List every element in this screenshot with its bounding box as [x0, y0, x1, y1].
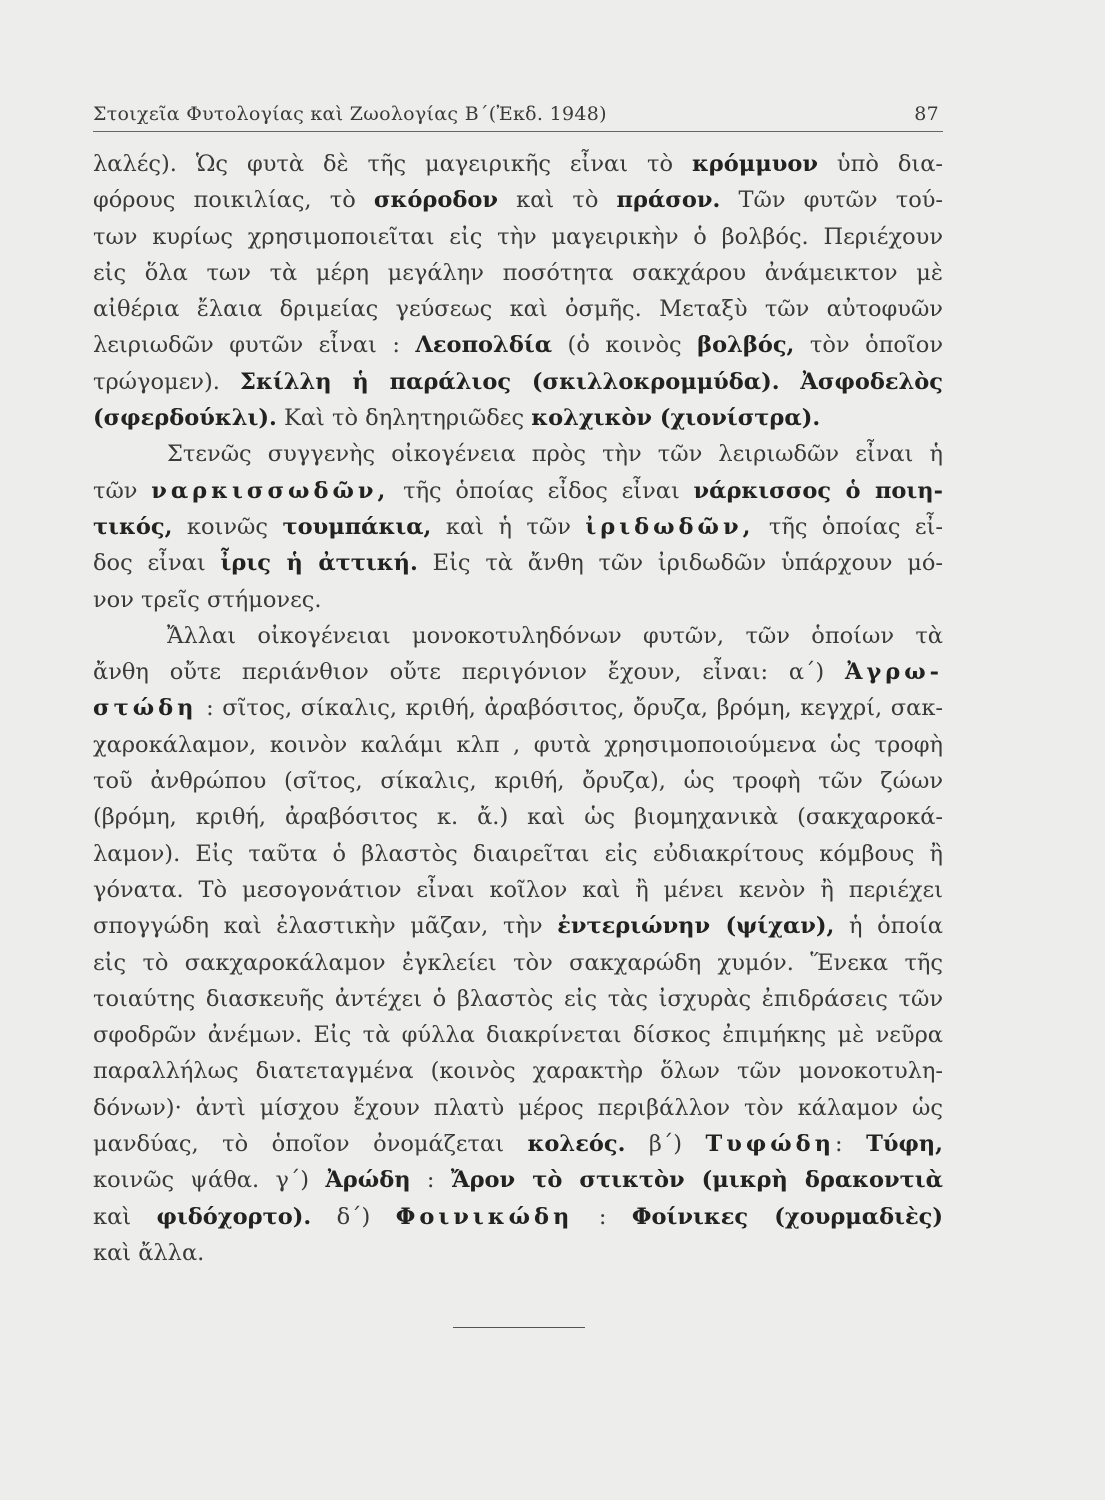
text-run: καὶ ἡ τῶν — [431, 513, 586, 540]
emphasized-term: Τύφη, — [866, 1131, 943, 1158]
text-line — [93, 182, 943, 218]
emphasized-term: Σκίλλη ἡ παράλιος (σκιλλοκρομμύδα). Ἀσφοδελὸς — [240, 368, 943, 395]
text-line — [93, 690, 943, 726]
emphasized-term: ἰριδωδῶν, — [585, 513, 755, 540]
text-line — [93, 727, 943, 763]
text-run: β΄) — [625, 1131, 706, 1158]
page-number: 87 — [914, 103, 939, 125]
section-rule — [453, 1327, 585, 1328]
text-run: τοῦ ἀνθρώπου (σῖτος, σίκαλις, κριθή, ὄρυζα), ὡς τροφὴ τῶν ζώων — [93, 768, 943, 795]
text-run: τρώγομεν). — [93, 368, 241, 395]
text-run: τῆς ὁποίας εἶ- — [754, 513, 943, 540]
running-head-title: Στοιχεῖα Φυτολογίας καὶ Ζωολογίας Β΄(Ἐκδ. 1948) — [93, 103, 607, 125]
text-run: ἡ ὁποία — [834, 913, 943, 940]
text-line — [93, 908, 943, 944]
emphasized-term: βολβός, — [697, 332, 795, 359]
text-run: (βρόμη, κριθή, ἀραβόσιτος κ. ἄ.) καὶ ὡς βιομηχανικὰ (σακχαροκά- — [93, 804, 943, 831]
text-line — [93, 291, 943, 327]
text-run: λαμον). Εἰς ταῦτα ὁ βλαστὸς διαιρεῖται εἰς εὐδιακρίτους κόμβους ἢ — [93, 840, 943, 867]
text-run: Καὶ τὸ δηλητηριῶδες — [276, 405, 532, 432]
text-line — [93, 473, 943, 509]
text-run: Εἰς τὰ ἄνθη τῶν ἰριδωδῶν ὑπάρχουν μό- — [417, 550, 943, 577]
text-run: δ΄) — [311, 1203, 396, 1230]
emphasized-term: Ἀγρω- — [844, 659, 943, 686]
emphasized-term: κολχικὸν (χιονίστρα). — [531, 405, 821, 432]
text-run: ἄνθη οὔτε περιάνθιον οὔτε περιγόνιον ἔχουν, εἶναι: α΄) — [93, 659, 845, 686]
text-run: καὶ τὸ — [497, 187, 617, 214]
text-run: : — [573, 1203, 632, 1230]
emphasized-term: κολεός. — [527, 1131, 626, 1158]
text-run: αἰθέρια ἔλαια δριμείας γεύσεως καὶ ὀσμῆς. Μεταξὺ τῶν αὐτοφυῶν — [93, 296, 943, 323]
emphasized-term: ναρκισσωδῶν, — [151, 477, 390, 504]
text-run: χαροκάλαμον, κοινὸν καλάμι κλπ , φυτὰ χρησιμοποιούμενα ὡς τροφὴ — [93, 731, 943, 758]
text-line — [93, 1126, 943, 1162]
emphasized-term: φιδόχορτο). — [156, 1203, 312, 1230]
emphasized-term: Τυφώδη — [705, 1131, 835, 1158]
emphasized-term: στώδη — [93, 695, 198, 722]
emphasized-term: Ἄρον τὸ στικτὸν (μικρὴ δρακοντιὰ — [450, 1167, 943, 1194]
emphasized-term: νάρκισσος ὁ ποιη- — [693, 477, 944, 504]
text-run: τῆς ὁποίας εἶδος εἶναι — [389, 477, 694, 504]
emphasized-term: τουμπάκια, — [282, 513, 432, 540]
text-line — [93, 545, 943, 581]
text-line — [93, 945, 943, 981]
text-run: νον τρεῖς στήμονες. — [93, 586, 322, 613]
text-line — [93, 981, 943, 1017]
running-head — [93, 101, 943, 132]
emphasized-term: Φοινικώδη — [395, 1203, 574, 1230]
text-line — [93, 1199, 943, 1235]
text-line — [93, 799, 943, 835]
text-run: : σῖτος, σίκαλις, κριθή, ἀραβόσιτος, ὄρυζα, βρόμη, κεγχρί, σακ- — [197, 695, 943, 722]
text-line — [93, 436, 943, 472]
text-run: σπογγώδη καὶ ἐλαστικὴν μᾶζαν, τὴν — [93, 913, 558, 940]
text-line — [93, 255, 943, 291]
text-line — [93, 1235, 943, 1271]
text-run: λειριωδῶν φυτῶν εἶναι : — [93, 332, 416, 359]
text-run: εἰς ὅλα των τὰ μέρη μεγάλην ποσότητα σακχάρου ἀνάμεικτον μὲ — [93, 259, 943, 286]
emphasized-term: (σφερδούκλι). — [93, 405, 277, 432]
text-run: : — [835, 1131, 867, 1158]
text-run: σφοδρῶν ἀνέμων. Εἰς τὰ φύλλα διακρίνεται δίσκος ἐπιμήκης μὲ νεῦρα — [93, 1022, 943, 1049]
emphasized-term: Λεοπολδία — [415, 332, 553, 359]
text-run: μανδύας, τὸ ὁποῖον ὀνομάζεται — [93, 1131, 528, 1158]
text-line — [93, 1162, 943, 1198]
text-line — [93, 1053, 943, 1089]
text-line — [93, 509, 943, 545]
text-run: δος εἶναι — [93, 550, 221, 577]
emphasized-term: Ἀρώδη — [325, 1167, 411, 1194]
text-run: παραλλήλως διατεταγμένα (κοινὸς χαρακτὴρ ὅλων τῶν μονοκοτυλη- — [93, 1058, 943, 1085]
text-line — [93, 618, 943, 654]
text-run: λαλές). Ὡς φυτὰ δὲ τῆς μαγειρικῆς εἶναι τὸ — [93, 151, 692, 177]
text-line — [93, 654, 943, 690]
text-line — [93, 836, 943, 872]
text-run: τοιαύτης διασκευῆς ἀντέχει ὁ βλαστὸς εἰς τὰς ἰσχυρὰς ἐπιδράσεις τῶν — [93, 985, 943, 1012]
text-run: εἰς τὸ σακχαροκάλαμον ἐγκλείει τὸν σακχαρώδη χυμόν. Ἕνεκα τῆς — [93, 949, 943, 976]
text-line — [93, 763, 943, 799]
emphasized-term: πράσον. — [616, 187, 721, 214]
text-run: δόνων)· ἀντὶ μίσχου ἔχουν πλατὺ μέρος περιβάλλον τὸν κάλαμον ὡς — [93, 1094, 943, 1121]
emphasized-term: Φοίνικες (χουρμαδιὲς) — [631, 1203, 943, 1230]
text-run: Ἄλλαι οἰκογένειαι μονοκοτυληδόνων φυτῶν, τῶν ὁποίων τὰ — [167, 622, 943, 649]
text-run: (ὁ κοινὸς — [552, 332, 698, 359]
text-line — [93, 219, 943, 255]
emphasized-term: ἶρις ἡ ἀττική. — [220, 550, 418, 577]
text-run: φόρους ποικιλίας, τὸ — [93, 187, 374, 214]
text-run: τὸν ὁποῖον — [794, 332, 943, 359]
text-line — [93, 1090, 943, 1126]
text-run: Τῶν φυτῶν τού- — [720, 187, 944, 214]
text-run: κοινῶς — [172, 513, 283, 540]
emphasized-term: ἐντεριώνην (ψίχαν), — [557, 913, 835, 940]
text-run: : — [410, 1167, 451, 1194]
emphasized-term: σκόροδον — [373, 187, 498, 214]
text-line — [93, 582, 943, 618]
text-run: των κυρίως χρησιμοποιεῖται εἰς τὴν μαγειρικὴν ὁ βολβός. Περιέχουν — [93, 223, 943, 250]
text-run: κοινῶς ψάθα. γ΄) — [93, 1167, 326, 1194]
text-run: Στενῶς συγγενὴς οἰκογένεια πρὸς τὴν τῶν λειριωδῶν εἶναι ἡ — [167, 441, 943, 468]
body-text — [93, 146, 943, 1271]
text-line — [93, 872, 943, 908]
text-run: καὶ ἄλλα. — [93, 1239, 205, 1266]
text-line — [93, 1017, 943, 1053]
text-line — [93, 146, 943, 182]
text-line — [93, 364, 943, 400]
text-line — [93, 327, 943, 363]
text-run: γόνατα. Τὸ μεσογονάτιον εἶναι κοῖλον καὶ ἢ μένει κενὸν ἢ περιέχει — [93, 876, 943, 903]
text-run: ὑπὸ δια- — [817, 151, 944, 177]
text-line — [93, 400, 943, 436]
emphasized-term: κρόμμυον — [691, 151, 818, 177]
text-run: τῶν — [93, 477, 152, 504]
text-run: καὶ — [93, 1203, 157, 1230]
emphasized-term: τικός, — [93, 513, 173, 540]
